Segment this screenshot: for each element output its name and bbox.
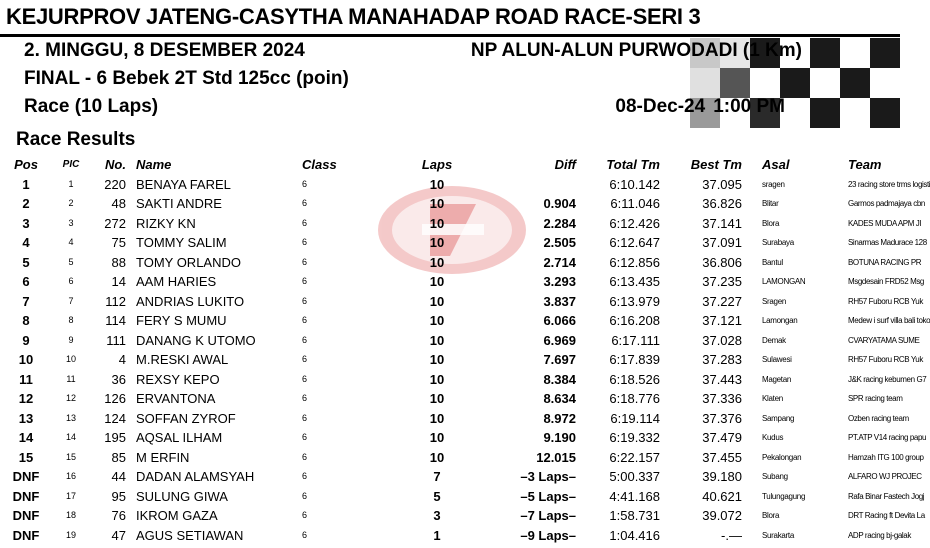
cell-origin: Pekalongan [762, 452, 802, 462]
cell-diff: 8.634 [543, 391, 576, 406]
col-header-asal: Asal [762, 157, 790, 172]
cell-diff: 6.066 [543, 313, 576, 328]
cell-pos: 15 [18, 449, 34, 465]
cell-laps: 10 [429, 293, 445, 309]
cell-origin: Surakarta [762, 530, 794, 540]
race-class: FINAL - 6 Bebek 2T Std 125cc (poin) [24, 68, 349, 89]
cell-total-time: 6:12.647 [609, 235, 660, 250]
cell-team: KADES MUDA APM JI [848, 218, 922, 228]
col-header-total: Total Tm [606, 157, 660, 172]
cell-pic: 3 [68, 217, 74, 228]
cell-pic: 5 [68, 256, 74, 267]
cell-pic: 6 [68, 276, 74, 286]
cell-best-time: 37.479 [702, 430, 742, 445]
cell-class: 6 [302, 237, 308, 247]
cell-number: 14 [111, 274, 126, 289]
cell-pic: 13 [65, 412, 76, 423]
cell-rider-name: AQSAL ILHAM [136, 430, 223, 445]
cell-class: 6 [302, 529, 308, 540]
cell-team: J&K racing kebumen G7 [848, 374, 927, 384]
cell-pos: 9 [22, 332, 30, 348]
cell-number: 95 [111, 488, 126, 504]
col-header-class: Class [302, 157, 337, 172]
cell-origin: sragen [762, 179, 785, 189]
cell-origin: Magetan [762, 374, 792, 384]
cell-total-time: 6:18.526 [609, 371, 660, 387]
cell-pic: 15 [65, 451, 76, 462]
section-title: Race Results [16, 129, 136, 150]
cell-team: ALFARO WJ PROJEC [848, 472, 922, 481]
cell-pos: 5 [22, 254, 30, 270]
header-divider [0, 34, 900, 37]
cell-class: 6 [302, 510, 308, 520]
table-row [0, 175, 900, 195]
col-header-diff: Diff [554, 157, 576, 172]
cell-team: RH57 Fuboru RCB Yuk [848, 355, 923, 364]
cell-team: Garmos padmajaya cbn [848, 199, 925, 208]
cell-pic: 17 [65, 490, 76, 501]
cell-origin: Sragen [762, 296, 786, 306]
event-title: KEJURPROV JATENG-CASYTHA MANAHADAP ROAD RACE-SERI 3 [6, 4, 701, 29]
cell-laps: 10 [429, 371, 445, 387]
cell-best-time: 37.028 [702, 332, 742, 348]
table-row [0, 311, 900, 331]
cell-number: 195 [104, 430, 126, 445]
table-row [0, 350, 900, 370]
cell-total-time: 6:12.856 [609, 254, 660, 270]
cell-team: CVARYATAMA SUME [848, 335, 920, 345]
cell-pic: 11 [66, 373, 76, 384]
cell-rider-name: BENAYA FAREL [136, 176, 231, 192]
cell-rider-name: SULUNG GIWA [136, 488, 228, 504]
cell-class: 6 [302, 432, 308, 442]
cell-origin: Sulawesi [762, 355, 792, 364]
cell-total-time: 6:11.046 [610, 196, 660, 211]
cell-laps: 10 [429, 196, 445, 211]
cell-team: RH57 Fuboru RCB Yuk [848, 296, 923, 306]
cell-number: 75 [111, 235, 126, 250]
cell-origin: Blora [762, 218, 780, 228]
cell-number: 124 [104, 410, 126, 426]
table-row [0, 389, 900, 409]
cell-pic: 9 [68, 334, 74, 345]
cell-pic: 18 [65, 510, 76, 520]
table-row [0, 292, 900, 312]
cell-class: 6 [302, 256, 308, 267]
cell-class: 6 [302, 471, 308, 481]
table-row [0, 233, 900, 253]
cell-best-time: 37.336 [702, 391, 742, 406]
cell-class: 6 [302, 315, 308, 325]
table-row [0, 448, 900, 468]
cell-best-time: 37.443 [702, 371, 742, 387]
table-row [0, 506, 900, 526]
cell-pos: DNF [12, 527, 40, 543]
cell-team: ADP racing bj-galak [848, 530, 911, 540]
cell-origin: Subang [762, 472, 788, 481]
table-row [0, 467, 900, 487]
cell-class: 6 [302, 198, 308, 208]
cell-total-time: 6:12.426 [609, 215, 660, 231]
cell-pic: 12 [65, 393, 76, 403]
cell-origin: Sampang [762, 413, 795, 423]
cell-team: Medew i surf villa bali toko [848, 316, 930, 325]
print-date: 08-Dec-24 [615, 96, 706, 117]
cell-pos: DNF [12, 469, 40, 484]
table-row [0, 409, 900, 429]
col-header-pic: PIC [62, 159, 80, 170]
cell-number: 47 [111, 527, 126, 543]
cell-laps: 10 [429, 410, 445, 426]
cell-laps: 10 [429, 215, 445, 231]
cell-rider-name: AAM HARIES [136, 274, 217, 289]
cell-rider-name: TOMMY SALIM [136, 235, 227, 250]
cell-rider-name: IKROM GAZA [136, 508, 218, 523]
cell-team: 23 racing store trms logisti [848, 179, 930, 189]
cell-total-time: 6:19.332 [609, 430, 660, 445]
cell-diff: 3.293 [543, 274, 576, 289]
cell-rider-name: SAKTI ANDRE [136, 196, 222, 211]
cell-diff: –3 Laps– [520, 469, 576, 484]
cell-diff: –9 Laps– [520, 527, 576, 543]
cell-total-time: 6:13.435 [609, 274, 660, 289]
cell-pic: 8 [68, 315, 74, 325]
cell-pic: 7 [68, 295, 74, 306]
cell-pic: 14 [65, 432, 76, 442]
cell-number: 48 [111, 196, 126, 211]
cell-best-time: 39.180 [702, 469, 742, 484]
cell-origin: Klaten [762, 394, 783, 403]
cell-number: 114 [105, 313, 126, 328]
cell-origin: Lamongan [762, 316, 798, 325]
cell-class: 6 [302, 451, 308, 462]
cell-total-time: 6:10.142 [609, 176, 660, 192]
table-row [0, 370, 900, 390]
cell-rider-name: AGUS SETIAWAN [136, 527, 244, 543]
cell-origin: Surabaya [762, 238, 794, 247]
cell-number: 85 [111, 449, 126, 465]
table-row [0, 253, 900, 273]
cell-pic: 16 [65, 471, 76, 481]
cell-laps: 10 [429, 391, 445, 406]
cell-best-time: 37.121 [702, 313, 742, 328]
cell-total-time: 6:16.208 [609, 313, 660, 328]
cell-rider-name: ANDRIAS LUKITO [136, 293, 245, 309]
cell-pos: 10 [18, 352, 34, 367]
cell-number: 112 [105, 293, 126, 309]
cell-team: Hamzah ITG 100 group [848, 452, 924, 462]
cell-number: 272 [104, 215, 126, 231]
cell-best-time: 37.091 [702, 235, 742, 250]
col-header-team: Team [848, 157, 882, 172]
cell-total-time: 6:17.839 [609, 352, 660, 367]
cell-best-time: 37.141 [702, 215, 742, 231]
cell-diff: 2.714 [543, 254, 576, 270]
cell-total-time: 1:58.731 [609, 508, 660, 523]
col-header-name: Name [136, 157, 172, 172]
cell-pic: 4 [68, 237, 74, 247]
cell-diff: –5 Laps– [520, 488, 576, 504]
cell-best-time: 37.235 [702, 274, 742, 289]
cell-team: SPR racing team [848, 394, 903, 403]
cell-origin: Blitar [762, 199, 779, 208]
cell-total-time: 5:00.337 [609, 469, 660, 484]
table-row [0, 331, 900, 351]
cell-pos: 8 [22, 313, 30, 328]
cell-number: 4 [118, 352, 126, 367]
cell-rider-name: DANANG K UTOMO [136, 332, 256, 348]
cell-laps: 10 [429, 254, 445, 270]
cell-total-time: 6:19.114 [610, 410, 660, 426]
cell-diff: –7 Laps– [520, 508, 576, 523]
results-header-row [0, 155, 900, 175]
cell-team: Sinarmas Madurace 128 [848, 238, 927, 247]
cell-class: 6 [302, 354, 308, 364]
cell-best-time: 37.227 [702, 293, 742, 309]
cell-rider-name: M.RESKI AWAL [136, 352, 229, 367]
cell-best-time: -.— [721, 527, 742, 543]
cell-rider-name: ERVANTONA [136, 391, 216, 406]
col-header-no: No. [105, 157, 126, 172]
col-header-pos: Pos [14, 157, 38, 172]
cell-rider-name: REXSY KEPO [136, 371, 220, 387]
cell-class: 6 [302, 295, 308, 306]
table-row [0, 487, 900, 507]
cell-best-time: 36.806 [702, 254, 742, 270]
cell-best-time: 37.095 [702, 176, 742, 192]
cell-number: 126 [104, 391, 126, 406]
cell-number: 36 [111, 371, 126, 387]
cell-pos: 1 [22, 176, 30, 192]
table-row [0, 214, 900, 234]
col-header-best: Best Tm [690, 157, 742, 172]
cell-class: 6 [302, 334, 308, 345]
cell-pos: 6 [22, 274, 30, 289]
cell-origin: Bantul [762, 257, 783, 267]
cell-origin: LAMONGAN [762, 277, 806, 286]
cell-laps: 10 [429, 274, 445, 289]
cell-pos: 4 [22, 235, 30, 250]
cell-total-time: 6:18.776 [609, 391, 660, 406]
cell-pos: 13 [18, 410, 34, 426]
cell-pos: 14 [18, 430, 34, 445]
print-time: 1:00 PM [713, 96, 785, 117]
cell-diff: 2.505 [543, 235, 576, 250]
cell-laps: 3 [433, 508, 441, 523]
cell-diff: 3.837 [543, 293, 576, 309]
cell-pos: 2 [22, 196, 30, 211]
cell-laps: 10 [429, 313, 445, 328]
cell-total-time: 1:04.416 [609, 527, 660, 543]
cell-diff: 6.969 [543, 332, 576, 348]
cell-best-time: 37.283 [702, 352, 742, 367]
cell-class: 6 [302, 217, 308, 228]
cell-origin: Demak [762, 335, 786, 345]
cell-number: 44 [111, 469, 126, 484]
cell-rider-name: M ERFIN [136, 449, 190, 465]
cell-total-time: 6:17.111 [611, 332, 660, 348]
cell-diff: 7.697 [543, 352, 576, 367]
cell-laps: 10 [429, 235, 445, 250]
cell-laps: 10 [429, 332, 445, 348]
cell-rider-name: SOFFAN ZYROF [136, 410, 236, 426]
cell-pos: DNF [12, 488, 40, 504]
race-date: 2. MINGGU, 8 DESEMBER 2024 [24, 40, 305, 61]
cell-pos: 3 [22, 215, 30, 231]
cell-rider-name: FERY S MUMU [136, 313, 227, 328]
cell-team: BOTUNA RACING PR [848, 257, 922, 267]
cell-diff: 9.190 [543, 430, 576, 445]
print-timestamp [607, 96, 785, 118]
cell-pos: 11 [19, 371, 33, 387]
results-body [0, 175, 930, 546]
cell-rider-name: RIZKY KN [136, 215, 196, 231]
cell-class: 6 [302, 178, 308, 189]
cell-class: 6 [302, 490, 308, 501]
cell-laps: 10 [429, 352, 445, 367]
cell-best-time: 40.621 [702, 488, 742, 504]
cell-team: Msgdesain FRD52 Msg [848, 277, 924, 286]
cell-pic: 1 [68, 178, 74, 189]
cell-laps: 5 [433, 488, 441, 504]
cell-team: Ozben racing team [848, 413, 909, 423]
cell-number: 111 [106, 332, 126, 348]
cell-laps: 10 [429, 449, 445, 465]
cell-number: 76 [111, 508, 126, 523]
cell-origin: Blora [762, 511, 780, 520]
cell-class: 6 [302, 373, 308, 384]
cell-diff [482, 175, 580, 195]
cell-pos: DNF [12, 508, 40, 523]
cell-rider-name: TOMY ORLANDO [136, 254, 241, 270]
cell-laps: 10 [429, 176, 445, 192]
cell-class: 6 [302, 276, 308, 286]
cell-class: 6 [302, 393, 308, 403]
cell-pos: 12 [18, 391, 34, 406]
cell-diff: 12.015 [536, 449, 576, 465]
col-header-laps: Laps [421, 157, 453, 172]
cell-origin: Kudus [762, 433, 784, 442]
race-venue: NP ALUN-ALUN PURWODADI (1 Km) [470, 40, 802, 61]
cell-best-time: 37.376 [702, 410, 742, 426]
cell-pos: 7 [22, 293, 30, 309]
cell-total-time: 4:41.168 [609, 488, 660, 504]
cell-best-time: 39.072 [702, 508, 742, 523]
cell-diff: 0.904 [543, 196, 576, 211]
cell-diff: 8.384 [543, 371, 576, 387]
cell-total-time: 6:22.157 [609, 449, 660, 465]
cell-class: 6 [302, 412, 308, 423]
table-row [0, 272, 900, 292]
race-laps: Race (10 Laps) [24, 96, 159, 117]
cell-best-time: 37.455 [702, 449, 742, 465]
cell-best-time: 36.826 [702, 196, 742, 211]
cell-rider-name: DADAN ALAMSYAH [136, 469, 255, 484]
cell-team: Rafa Binar Fastech Jogj [848, 491, 925, 501]
cell-origin: Tulungagung [762, 491, 806, 501]
cell-pic: 19 [65, 529, 76, 540]
cell-laps: 10 [429, 430, 445, 445]
results-table [0, 155, 930, 545]
table-row [0, 194, 900, 214]
cell-laps: 7 [433, 469, 441, 484]
cell-team: PT.ATP V14 racing papu [848, 433, 927, 442]
table-row [0, 428, 900, 448]
cell-diff: 2.284 [543, 215, 576, 231]
cell-team: DRT Racing ft Devita La [848, 511, 925, 520]
cell-total-time: 6:13.979 [609, 293, 660, 309]
table-row [0, 526, 900, 546]
cell-number: 220 [104, 176, 126, 192]
cell-laps: 1 [433, 527, 441, 543]
cell-diff: 8.972 [543, 410, 576, 426]
cell-pic: 2 [68, 198, 74, 208]
cell-number: 88 [111, 254, 126, 270]
cell-pic: 10 [65, 354, 76, 364]
